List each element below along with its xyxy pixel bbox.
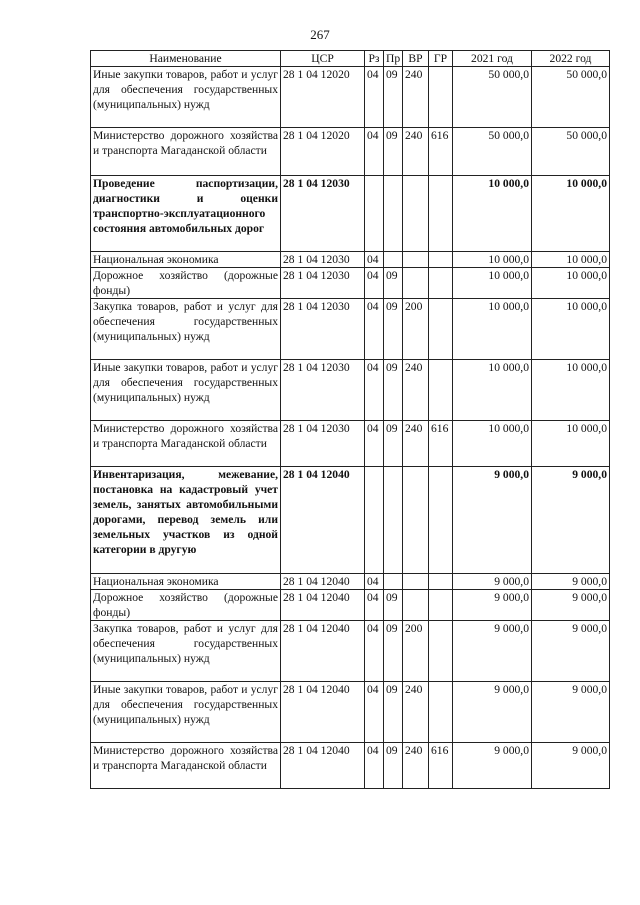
cell-gr bbox=[429, 252, 453, 268]
table-row bbox=[91, 128, 610, 176]
cell-gr bbox=[429, 268, 453, 299]
table-row bbox=[91, 590, 610, 621]
cell-csr: 28 1 04 12030 bbox=[281, 360, 365, 421]
header-gr: ГР bbox=[429, 51, 453, 67]
cell-name: Закупка товаров, работ и услуг для обеспечения государственных (муниципальных) нужд bbox=[91, 621, 281, 682]
cell-gr bbox=[429, 176, 453, 252]
table-row bbox=[91, 574, 610, 590]
cell-2022: 9 000,0 bbox=[532, 621, 610, 682]
cell-2021: 10 000,0 bbox=[453, 252, 532, 268]
cell-2021: 50 000,0 bbox=[453, 67, 532, 128]
cell-2021: 9 000,0 bbox=[453, 682, 532, 743]
header-2022: 2022 год bbox=[532, 51, 610, 67]
cell-2022: 10 000,0 bbox=[532, 268, 610, 299]
cell-2021: 9 000,0 bbox=[453, 743, 532, 789]
cell-gr bbox=[429, 574, 453, 590]
cell-csr: 28 1 04 12040 bbox=[281, 574, 365, 590]
cell-vr bbox=[403, 590, 429, 621]
cell-2022: 10 000,0 bbox=[532, 252, 610, 268]
cell-2021: 9 000,0 bbox=[453, 574, 532, 590]
cell-rz: 04 bbox=[365, 682, 384, 743]
budget-table bbox=[90, 50, 610, 789]
cell-rz: 04 bbox=[365, 268, 384, 299]
cell-csr: 28 1 04 12040 bbox=[281, 467, 365, 574]
cell-2022: 50 000,0 bbox=[532, 128, 610, 176]
table-row bbox=[91, 176, 610, 252]
cell-2021: 9 000,0 bbox=[453, 621, 532, 682]
cell-csr: 28 1 04 12030 bbox=[281, 252, 365, 268]
cell-csr: 28 1 04 12030 bbox=[281, 268, 365, 299]
table-row bbox=[91, 268, 610, 299]
cell-rz: 04 bbox=[365, 252, 384, 268]
cell-pr: 09 bbox=[384, 682, 403, 743]
cell-vr bbox=[403, 574, 429, 590]
cell-name: Дорожное хозяйство (дорожные фонды) bbox=[91, 268, 281, 299]
cell-2021: 10 000,0 bbox=[453, 268, 532, 299]
table-row bbox=[91, 467, 610, 574]
cell-rz: 04 bbox=[365, 621, 384, 682]
cell-csr: 28 1 04 12030 bbox=[281, 176, 365, 252]
cell-pr: 09 bbox=[384, 360, 403, 421]
cell-2022: 9 000,0 bbox=[532, 743, 610, 789]
cell-2022: 10 000,0 bbox=[532, 299, 610, 360]
header-2021: 2021 год bbox=[453, 51, 532, 67]
cell-name: Иные закупки товаров, работ и услуг для обеспечения государственных (муниципальных) нужд bbox=[91, 360, 281, 421]
table-row bbox=[91, 621, 610, 682]
cell-pr: 09 bbox=[384, 128, 403, 176]
cell-pr bbox=[384, 252, 403, 268]
cell-vr: 240 bbox=[403, 682, 429, 743]
cell-2022: 9 000,0 bbox=[532, 574, 610, 590]
cell-2022: 10 000,0 bbox=[532, 176, 610, 252]
cell-gr: 616 bbox=[429, 128, 453, 176]
cell-2022: 10 000,0 bbox=[532, 360, 610, 421]
table-row bbox=[91, 360, 610, 421]
cell-name: Инвентаризация, межевание, постановка на кадастровый учет земель, занятых автомобильными дорогами, перевод земель или земельных участков из одной категории в другую bbox=[91, 467, 281, 574]
cell-vr: 240 bbox=[403, 421, 429, 467]
cell-2022: 10 000,0 bbox=[532, 421, 610, 467]
cell-gr: 616 bbox=[429, 421, 453, 467]
cell-2021: 10 000,0 bbox=[453, 360, 532, 421]
cell-2022: 9 000,0 bbox=[532, 467, 610, 574]
cell-vr bbox=[403, 268, 429, 299]
cell-gr bbox=[429, 67, 453, 128]
cell-2022: 9 000,0 bbox=[532, 682, 610, 743]
cell-name: Национальная экономика bbox=[91, 252, 281, 268]
table-row bbox=[91, 421, 610, 467]
cell-gr bbox=[429, 682, 453, 743]
cell-vr: 200 bbox=[403, 621, 429, 682]
cell-2022: 50 000,0 bbox=[532, 67, 610, 128]
table-row bbox=[91, 67, 610, 128]
cell-csr: 28 1 04 12040 bbox=[281, 621, 365, 682]
cell-csr: 28 1 04 12040 bbox=[281, 590, 365, 621]
cell-csr: 28 1 04 12030 bbox=[281, 421, 365, 467]
table-row bbox=[91, 682, 610, 743]
cell-pr bbox=[384, 574, 403, 590]
cell-name: Проведение паспортизации, диагностики и оценки транспортно-эксплуатационного состояния автомобильных дорог bbox=[91, 176, 281, 252]
header-csr: ЦСР bbox=[281, 51, 365, 67]
cell-vr bbox=[403, 252, 429, 268]
header-pr: Пр bbox=[384, 51, 403, 67]
cell-gr bbox=[429, 467, 453, 574]
cell-pr: 09 bbox=[384, 590, 403, 621]
table-row bbox=[91, 743, 610, 789]
cell-2021: 10 000,0 bbox=[453, 176, 532, 252]
cell-2022: 9 000,0 bbox=[532, 590, 610, 621]
cell-pr: 09 bbox=[384, 299, 403, 360]
cell-vr: 240 bbox=[403, 360, 429, 421]
cell-name: Министерство дорожного хозяйства и транспорта Магаданской области bbox=[91, 743, 281, 789]
cell-name: Министерство дорожного хозяйства и транспорта Магаданской области bbox=[91, 128, 281, 176]
cell-name: Дорожное хозяйство (дорожные фонды) bbox=[91, 590, 281, 621]
cell-rz: 04 bbox=[365, 67, 384, 128]
cell-csr: 28 1 04 12030 bbox=[281, 299, 365, 360]
cell-csr: 28 1 04 12020 bbox=[281, 67, 365, 128]
cell-name: Иные закупки товаров, работ и услуг для обеспечения государственных (муниципальных) нужд bbox=[91, 682, 281, 743]
cell-2021: 10 000,0 bbox=[453, 299, 532, 360]
cell-pr: 09 bbox=[384, 67, 403, 128]
cell-name: Национальная экономика bbox=[91, 574, 281, 590]
cell-csr: 28 1 04 12020 bbox=[281, 128, 365, 176]
cell-2021: 50 000,0 bbox=[453, 128, 532, 176]
header-name: Наименование bbox=[91, 51, 281, 67]
page-number: 267 bbox=[310, 27, 330, 42]
cell-gr bbox=[429, 621, 453, 682]
cell-rz: 04 bbox=[365, 299, 384, 360]
cell-vr bbox=[403, 176, 429, 252]
cell-vr: 240 bbox=[403, 128, 429, 176]
cell-gr: 616 bbox=[429, 743, 453, 789]
cell-csr: 28 1 04 12040 bbox=[281, 682, 365, 743]
cell-name: Закупка товаров, работ и услуг для обеспечения государственных (муниципальных) нужд bbox=[91, 299, 281, 360]
cell-rz: 04 bbox=[365, 590, 384, 621]
cell-pr: 09 bbox=[384, 743, 403, 789]
cell-name: Министерство дорожного хозяйства и транспорта Магаданской области bbox=[91, 421, 281, 467]
cell-gr bbox=[429, 360, 453, 421]
cell-rz bbox=[365, 467, 384, 574]
cell-vr: 240 bbox=[403, 67, 429, 128]
cell-pr bbox=[384, 176, 403, 252]
cell-csr: 28 1 04 12040 bbox=[281, 743, 365, 789]
table-header-row bbox=[91, 51, 610, 67]
cell-rz bbox=[365, 176, 384, 252]
table-row bbox=[91, 299, 610, 360]
cell-pr bbox=[384, 467, 403, 574]
header-vr: ВР bbox=[403, 51, 429, 67]
cell-rz: 04 bbox=[365, 360, 384, 421]
cell-2021: 10 000,0 bbox=[453, 421, 532, 467]
cell-vr bbox=[403, 467, 429, 574]
cell-rz: 04 bbox=[365, 743, 384, 789]
cell-pr: 09 bbox=[384, 268, 403, 299]
cell-pr: 09 bbox=[384, 621, 403, 682]
cell-vr: 200 bbox=[403, 299, 429, 360]
cell-rz: 04 bbox=[365, 574, 384, 590]
cell-2021: 9 000,0 bbox=[453, 590, 532, 621]
cell-rz: 04 bbox=[365, 128, 384, 176]
header-rz: Рз bbox=[365, 51, 384, 67]
cell-name: Иные закупки товаров, работ и услуг для обеспечения государственных (муниципальных) нужд bbox=[91, 67, 281, 128]
cell-gr bbox=[429, 299, 453, 360]
table-row bbox=[91, 252, 610, 268]
cell-vr: 240 bbox=[403, 743, 429, 789]
cell-rz: 04 bbox=[365, 421, 384, 467]
table-body bbox=[91, 67, 610, 789]
cell-pr: 09 bbox=[384, 421, 403, 467]
cell-2021: 9 000,0 bbox=[453, 467, 532, 574]
cell-gr bbox=[429, 590, 453, 621]
